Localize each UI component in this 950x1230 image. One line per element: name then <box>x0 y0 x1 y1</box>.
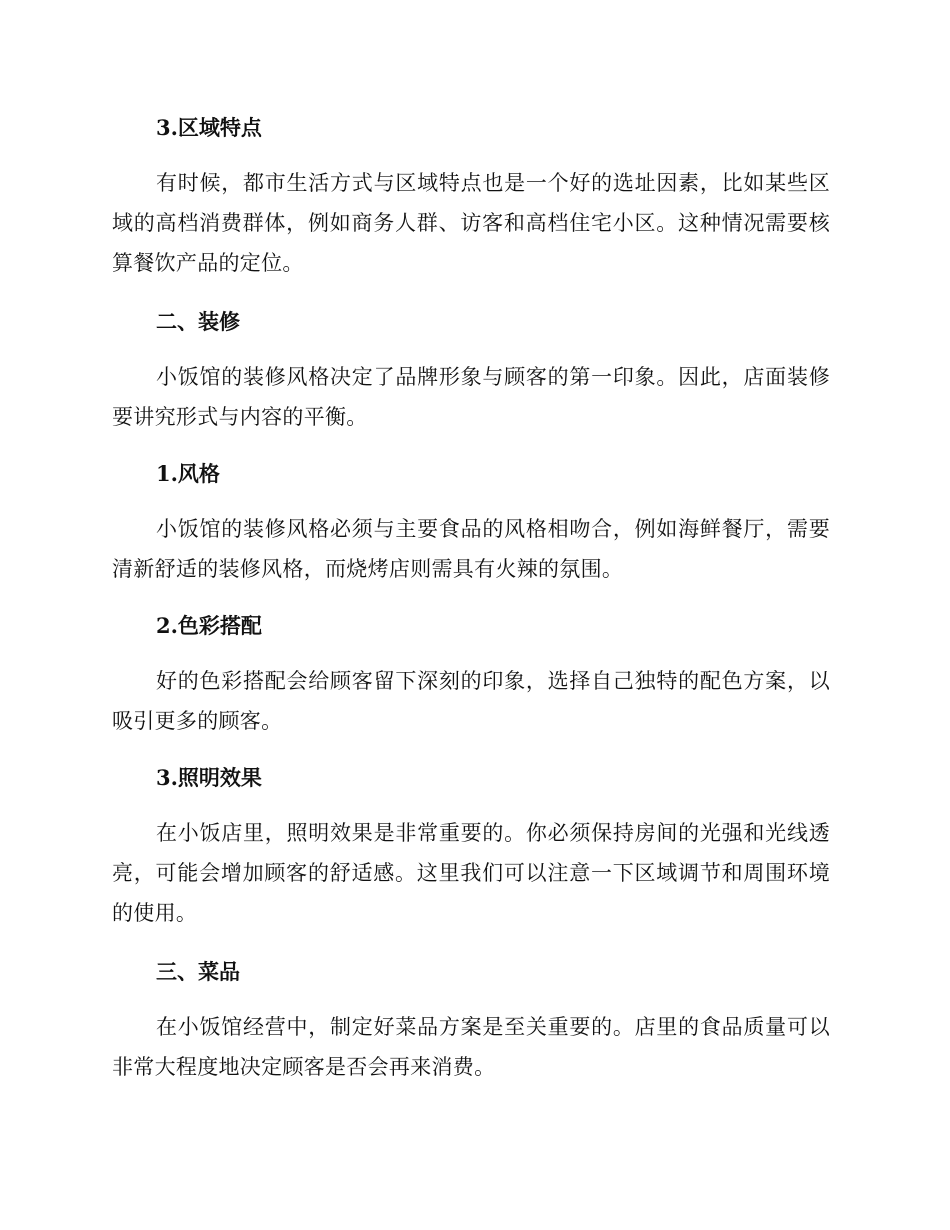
paragraph-region-features: 有时候，都市生活方式与区域特点也是一个好的选址因素，比如某些区域的高档消费群体，例如商务人群、访客和高档住宅小区。这种情况需要核算餐饮产品的定位。 <box>112 171 830 275</box>
section-heading-dishes: 三、菜品 <box>156 959 240 984</box>
section-heading-region-features: 3.区域特点 <box>156 115 262 140</box>
paragraph-decoration: 小饭馆的装修风格决定了品牌形象与顾客的第一印象。因此，店面装修要讲究形式与内容的平衡。 <box>112 365 830 429</box>
section-heading-style: 1.风格 <box>156 461 220 486</box>
paragraph-dishes: 在小饭馆经营中，制定好菜品方案是至关重要的。店里的食品质量可以非常大程度地决定顾客是否会再来消费。 <box>112 1015 830 1079</box>
section-heading-color-matching: 2.色彩搭配 <box>156 613 262 638</box>
paragraph-style: 小饭馆的装修风格必须与主要食品的风格相吻合，例如海鲜餐厅，需要清新舒适的装修风格，而烧烤店则需具有火辣的氛围。 <box>112 517 830 581</box>
paragraph-lighting: 在小饭店里，照明效果是非常重要的。你必须保持房间的光强和光线透亮，可能会增加顾客的舒适感。这里我们可以注意一下区域调节和周围环境的使用。 <box>112 821 830 925</box>
section-heading-decoration: 二、装修 <box>156 309 240 334</box>
section-heading-lighting: 3.照明效果 <box>156 765 262 790</box>
paragraph-color-matching: 好的色彩搭配会给顾客留下深刻的印象，选择自己独特的配色方案，以吸引更多的顾客。 <box>112 669 830 733</box>
